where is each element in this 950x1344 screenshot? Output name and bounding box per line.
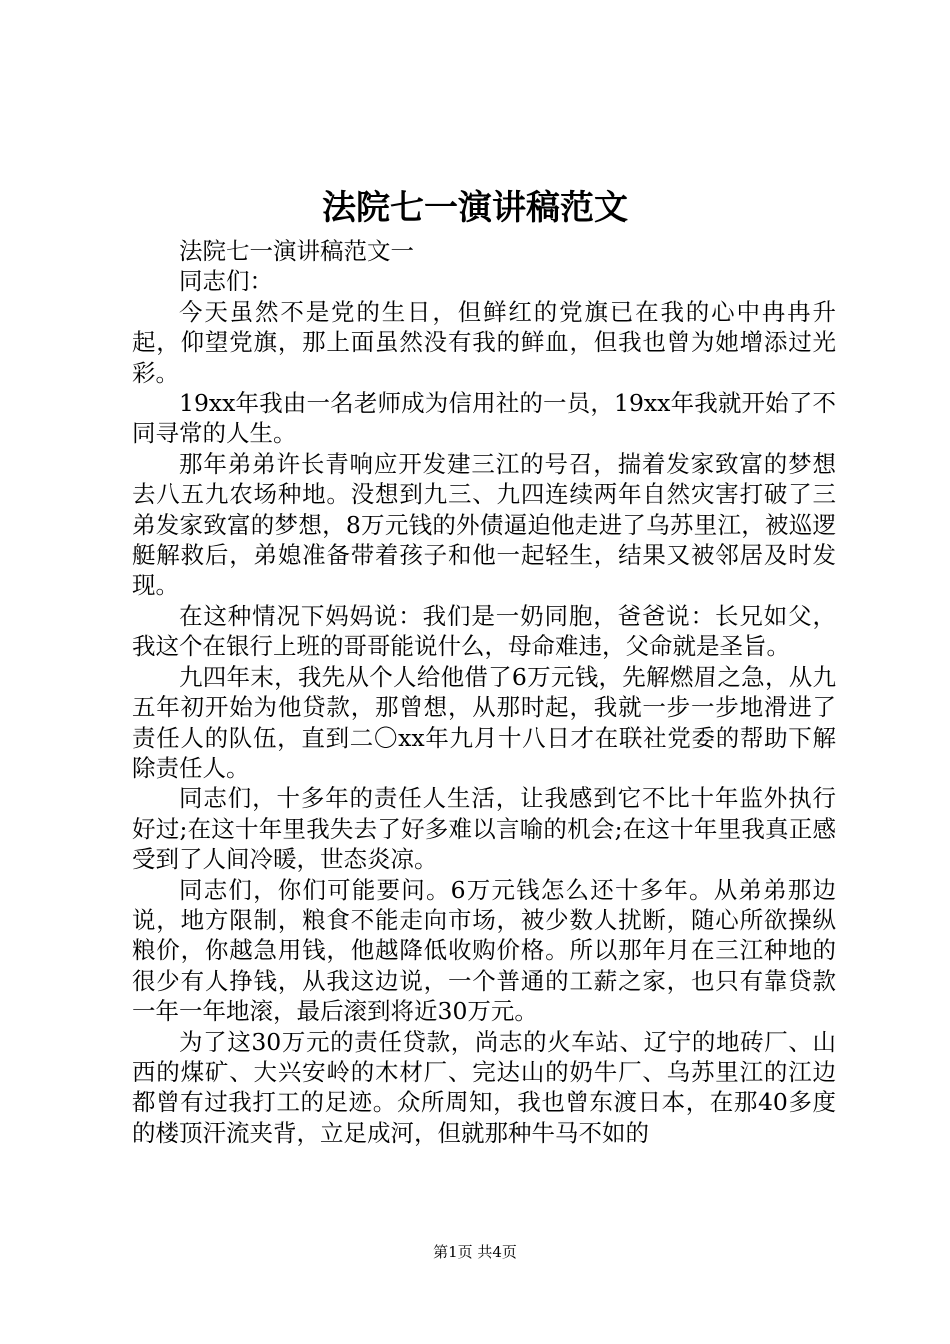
document-title: 法院七一演讲稿范文 [322,188,628,228]
paragraph: 九四年末，我先从个人给他借了6万元钱，先解燃眉之急，从九五年初开始为他贷款，那曾想，从那时起，我就一步一步地滑进了责任人的队伍，直到二〇xx年九月十八日才在联社党委的帮助下解除责任人。 [132,662,836,782]
paragraph: 同志们，十多年的责任人生活，让我感到它不比十年监外执行好过;在这十年里我失去了好多难以言喻的机会;在这十年里我真正感受到了人间冷暖，世态炎凉。 [132,784,836,874]
paragraph: 在这种情况下妈妈说：我们是一奶同胞，爸爸说：长兄如父，我这个在银行上班的哥哥能说什么，母命难违，父命就是圣旨。 [132,601,836,661]
page-number-footer: 第1页 共4页 [433,1243,517,1261]
paragraph: 那年弟弟许长青响应开发建三江的号召，揣着发家致富的梦想去八五九农场种地。没想到九三、九四连续两年自然灾害打破了三弟发家致富的梦想，8万元钱的外债逼迫他走进了乌苏里江，被巡逻艇解救后，弟媳准备带着孩子和他一起轻生，结果又被邻居及时发现。 [132,449,836,600]
paragraph: 同志们，你们可能要问。6万元钱怎么还十多年。从弟弟那边说，地方限制，粮食不能走向市场，被少数人扰断，随心所欲操纵粮价，你越急用钱，他越降低收购价格。所以那年月在三江种地的很少有人挣钱，从我这边说，一个普通的工薪之家，也只有靠贷款一年一年地滚，最后滚到将近30万元。 [132,875,836,1026]
salutation: 同志们： [179,267,273,296]
paragraph: 为了这30万元的责任贷款，尚志的火车站、辽宁的地砖厂、山西的煤矿、大兴安岭的木材厂、完达山的奶牛厂、乌苏里江的江边都曾有过我打工的足迹。众所周知，我也曾东渡日本，在那40多度的楼顶汗流夹背，立足成河，但就那种牛马不如的 [132,1027,836,1147]
paragraph: 今天虽然不是党的生日，但鲜红的党旗已在我的心中冉冉升起，仰望党旗，那上面虽然没有我的鲜血，但我也曾为她增添过光彩。 [132,297,836,387]
paragraph: 19xx年我由一名老师成为信用社的一员，19xx年我就开始了不同寻常的人生。 [132,389,836,448]
section-heading: 法院七一演讲稿范文一 [179,237,414,265]
document-body [132,236,836,1148]
